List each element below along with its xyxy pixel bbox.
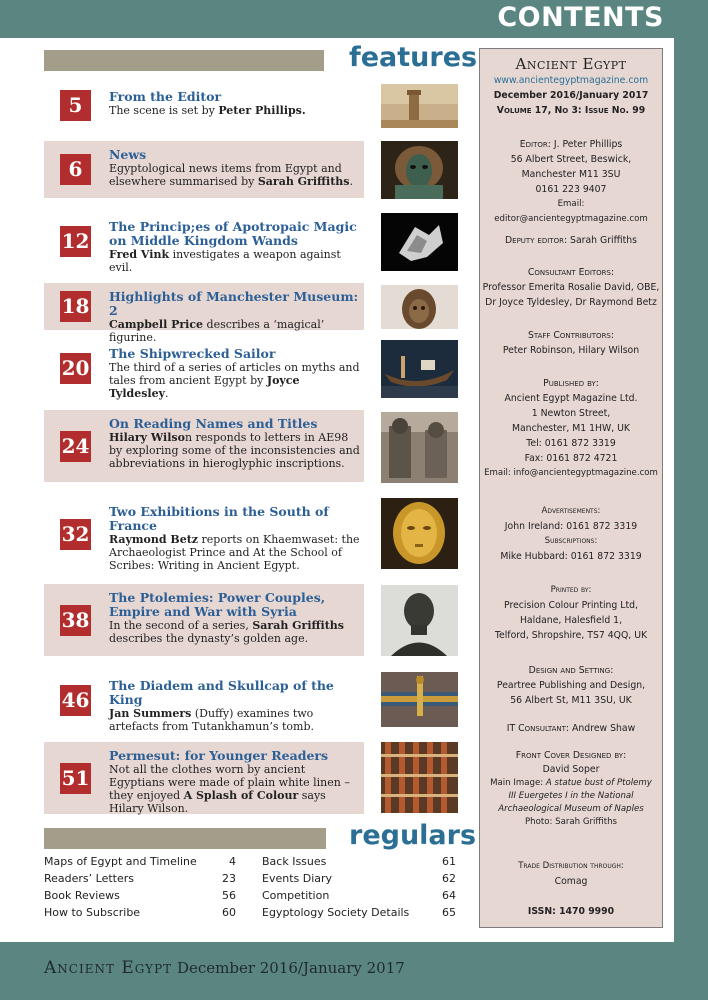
feature-text [109, 505, 362, 572]
feature-text [109, 290, 362, 344]
figurine-image [381, 285, 458, 329]
trade-distribution-label: Trade Distribution through: [518, 861, 624, 871]
feature-page-number: 32 [60, 519, 91, 550]
staff-contributors-names: Peter Robinson, Hilary Wilson [502, 345, 640, 356]
feature-text [109, 148, 362, 188]
feature-description-text: The third of a series of articles on myths and tales from ancient Egypt by [109, 361, 360, 387]
editor-address-1: 56 Albert Street, Beswick, [510, 154, 632, 165]
gold-mask-image [381, 498, 458, 569]
feature-author: Campbell Price [109, 318, 204, 331]
feature-page-number: 24 [60, 431, 91, 462]
consultant-editors-label: Consultant Editors: [527, 267, 615, 278]
textile-image [381, 742, 458, 813]
publisher-email[interactable]: Email: info@ancientegyptmagazine.com [484, 468, 658, 478]
front-cover-designer: David Soper [542, 764, 600, 775]
page-header-title: CONTENTS [497, 2, 664, 33]
feature-title: On Reading Names and Titles [109, 416, 318, 431]
features-heading: features [349, 42, 478, 73]
subscriptions-contact: Mike Hubbard: 0161 872 3319 [500, 551, 642, 562]
regular-item[interactable]: How to Subscribe 60 [44, 906, 236, 919]
editor-email[interactable]: Email: editor@ancientegyptmagazine.com [494, 199, 648, 224]
feature-title: News [109, 147, 147, 162]
regular-item[interactable]: Book Reviews 56 [44, 889, 236, 902]
feature-row[interactable] [44, 213, 364, 274]
regulars-heading-bar [44, 828, 326, 849]
feature-description [109, 763, 362, 815]
feature-description [109, 104, 362, 117]
photo-credit: Photo: Sarah Griffiths [524, 817, 618, 827]
printer-line-1: Precision Colour Printing Ltd, [504, 600, 638, 611]
feature-row[interactable] [44, 584, 364, 656]
feature-row[interactable] [44, 283, 364, 344]
feature-title: The Ptolemies: Power Couples, Empire and War with Syria [109, 590, 326, 619]
printer-line-3: Telford, Shropshire, TS7 4QQ, UK [494, 630, 648, 641]
feature-description [109, 619, 362, 645]
feature-text [109, 749, 362, 815]
regular-item[interactable]: Events Diary 62 [262, 872, 456, 885]
issn: ISSN: 1470 9990 [527, 906, 615, 917]
design-setting-label: Design and Setting: [528, 665, 614, 676]
features-heading-bar [44, 50, 324, 71]
feature-author: Jan Summers [109, 707, 192, 720]
feature-text [109, 679, 362, 733]
statues-image [381, 412, 458, 483]
feature-text [109, 347, 362, 400]
advertisements-label: Advertisements: [541, 506, 601, 516]
masthead-volume: Volume 17, No 3: Issue No. 99 [496, 105, 646, 116]
feature-author: Sarah Griffiths [252, 619, 344, 632]
feature-description [109, 707, 362, 733]
feature-title: Highlights of Manchester Museum: 2 [109, 289, 359, 318]
consultant-editors-line-2: Dr Joyce Tyldesley, Dr Raymond Betz [485, 297, 657, 308]
design-line-1: Peartree Publishing and Design, [496, 680, 646, 691]
feature-description [109, 533, 362, 572]
feature-description-text: (Duffy) examines two artefacts from Tutankhamun’s tomb. [109, 707, 315, 733]
subscriptions-label: Subscriptions: [544, 536, 598, 546]
it-consultant-line: IT Consultant: Andrew Shaw [506, 723, 636, 734]
feature-title: From the Editor [109, 89, 222, 104]
feature-text [109, 417, 362, 470]
feature-page-number: 46 [60, 685, 91, 716]
feature-description-text: investigates a weapon against evil. [109, 248, 341, 274]
feature-author: Fred Vink [109, 248, 170, 261]
feature-description-text: reports on Khaemwaset: the Archaeologist Prince and At the School of Scribes: Writing in Ancient Egypt. [109, 533, 360, 572]
staff-contributors-label: Staff Contributors: [527, 330, 615, 341]
publisher-line-3: Manchester, M1 1HW, UK [511, 423, 631, 434]
diadem-image [381, 672, 458, 727]
regulars-heading: regulars [349, 820, 477, 851]
feature-row[interactable] [44, 141, 364, 198]
feature-author: Hilary Wilso [109, 431, 185, 444]
deputy-editor-line: Deputy editor: Sarah Griffiths [504, 235, 637, 246]
minaret-image [381, 84, 458, 128]
feature-author: Sarah Griffiths [257, 175, 350, 188]
feature-title: Permesut: for Younger Readers [109, 748, 329, 763]
editor-address-2: Manchester M11 3SU [521, 169, 621, 180]
trade-distributor: Comag [554, 876, 588, 887]
design-line-2: 56 Albert St, M11 3SU, UK [510, 695, 632, 706]
feature-row[interactable] [44, 742, 364, 814]
editor-phone: 0161 223 9407 [535, 184, 607, 195]
feature-description-text: . [349, 175, 353, 188]
feature-description-text: Not all the clothes worn by ancient Egyptians were made of plain white linen – they enjoyed [109, 763, 350, 802]
feature-title: The Princip;es of Apotropaic Magic on Middle Kingdom Wands [109, 219, 357, 248]
feature-description-text: The scene is set by [109, 104, 219, 117]
feature-description [109, 248, 362, 274]
consultant-editors-line-1: Professor Emerita Rosalie David, OBE, [482, 282, 660, 293]
printed-by-label: Printed by: [550, 585, 592, 595]
feature-title: The Diadem and Skullcap of the King [109, 678, 334, 707]
footer-issue-date: December 2016/January 2017 [176, 959, 405, 977]
feature-page-number: 6 [60, 154, 91, 185]
bronze-bust-image [381, 585, 458, 656]
masthead-magazine-name: Ancient Egypt [515, 55, 627, 73]
wand-image [381, 213, 458, 271]
feature-author: Joyce Tyldesley [109, 374, 300, 400]
front-cover-label: Front Cover Designed by: [515, 750, 627, 761]
feature-author: Peter Phillips. [218, 104, 306, 117]
publisher-fax: Fax: 0161 872 4721 [524, 453, 618, 464]
feature-text [109, 90, 362, 117]
page-footer [44, 958, 405, 978]
feature-page-number: 38 [60, 605, 91, 636]
feature-description [109, 431, 362, 470]
feature-page-number: 18 [60, 291, 91, 322]
mummy-mask-image [381, 141, 458, 199]
feature-description-text: describes the dynasty’s golden age. [109, 632, 309, 645]
feature-row[interactable] [44, 410, 364, 482]
published-by-label: Published by: [543, 378, 599, 389]
advertisements-contact: John Ireland: 0161 872 3319 [504, 521, 638, 532]
feature-text [109, 591, 362, 645]
publisher-line-2: 1 Newton Street, [531, 408, 611, 419]
masthead-website-link[interactable]: www.ancientegyptmagazine.com [493, 75, 649, 86]
feature-author: Raymond Betz [109, 533, 199, 546]
printer-line-2: Haldane, Halesfield 1, [519, 615, 623, 626]
regular-item[interactable]: Maps of Egypt and Timeline 4 [44, 855, 236, 868]
feature-page-number: 51 [60, 763, 91, 794]
feature-description-text: Egyptological news items from Egypt and elsewhere summarised by [109, 162, 342, 188]
feature-description-text: n responds to letters in AE98 by exploring some of the inconsistencies and abbreviations in hieroglyphic inscriptions. [109, 431, 360, 470]
publisher-line-1: Ancient Egypt Magazine Ltd. [504, 393, 638, 404]
feature-text [109, 220, 362, 274]
publisher-phone: Tel: 0161 872 3319 [526, 438, 616, 449]
feature-author: A Splash of Colour [183, 789, 299, 802]
masthead-issue-date: December 2016/January 2017 [493, 90, 649, 101]
feature-row[interactable] [44, 498, 364, 570]
feature-title: Two Exhibitions in the South of France [109, 504, 329, 533]
feature-description-text: In the second of a series, [109, 619, 253, 632]
feature-page-number: 5 [60, 90, 91, 121]
feature-page-number: 20 [60, 353, 91, 384]
masthead-sidebar [479, 48, 663, 928]
feature-description [109, 162, 362, 188]
feature-row[interactable] [44, 83, 364, 127]
feature-description [109, 361, 362, 400]
feature-description-text: . [165, 387, 169, 400]
regular-item[interactable]: Back Issues 61 [262, 855, 456, 868]
regular-item[interactable]: Readers’ Letters 23 [44, 872, 236, 885]
feature-page-number: 12 [60, 226, 91, 257]
main-image-caption: Main Image: A statue bust of Ptolemy III Euergetes I in the National Archaeological Museum of Naples [490, 778, 652, 814]
feature-description-text: says Hilary Wilson. [109, 789, 326, 815]
editor-line: Editor: J. Peter Phillips [519, 139, 623, 150]
feature-row[interactable] [44, 340, 364, 400]
feature-row[interactable] [44, 672, 364, 733]
feature-title: The Shipwrecked Sailor [109, 346, 276, 361]
footer-magazine-name: Ancient Egypt [44, 958, 173, 978]
feature-description-text: describes a ‘magical’ figurine. [109, 318, 325, 344]
regular-item[interactable]: Egyptology Society Details 65 [262, 906, 456, 919]
regular-item[interactable]: Competition 64 [262, 889, 456, 902]
boat-model-image [381, 340, 458, 398]
